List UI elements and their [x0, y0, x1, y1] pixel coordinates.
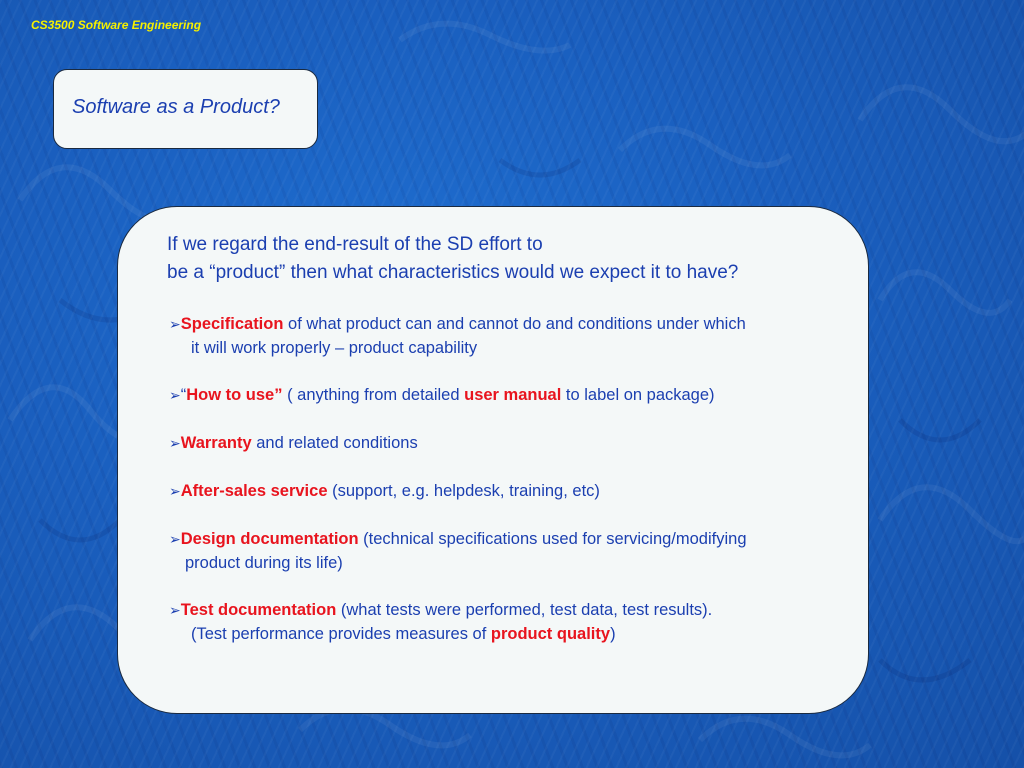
arrow-bullet-icon: ➢ — [169, 483, 181, 499]
item-keyword: Design documentation — [180, 530, 359, 548]
list-item-specification — [169, 312, 746, 360]
intro-line-1: If we regard the end-result of the SD effort to — [167, 234, 543, 255]
item-open-quote: “ — [180, 386, 187, 404]
item-continuation — [169, 622, 712, 646]
item-continuation-text: (Test performance provides measures of — [191, 625, 491, 643]
item-text-2: to label on package) — [561, 386, 715, 404]
item-keyword-2: user manual — [464, 386, 562, 404]
item-text: and related conditions — [251, 434, 418, 452]
item-keyword: After-sales service — [180, 482, 328, 500]
title-box — [53, 69, 318, 149]
course-header: CS3500 Software Engineering — [31, 18, 202, 32]
item-keyword: Test documentation — [180, 601, 337, 619]
intro-text — [167, 231, 738, 287]
item-keyword: Specification — [180, 315, 284, 333]
intro-line-2: be a “product” then what characteristics would we expect it to have? — [167, 262, 739, 283]
arrow-bullet-icon: ➢ — [169, 435, 181, 451]
arrow-bullet-icon: ➢ — [169, 602, 181, 618]
item-text: of what product can and cannot do and conditions under which — [283, 315, 746, 333]
arrow-bullet-icon: ➢ — [169, 387, 181, 403]
arrow-bullet-icon: ➢ — [169, 316, 181, 332]
list-item-warranty — [169, 431, 418, 455]
item-text: ( anything from detailed — [282, 386, 465, 404]
item-keyword: How to use” — [186, 386, 283, 404]
list-item-how-to-use — [169, 383, 715, 407]
item-text: (support, e.g. helpdesk, training, etc) — [327, 482, 600, 500]
list-item-after-sales — [169, 479, 600, 503]
list-item-test-documentation — [169, 598, 712, 646]
content-box — [117, 206, 869, 714]
item-text: (what tests were performed, test data, test results). — [336, 601, 713, 619]
item-continuation: it will work properly – product capability — [191, 339, 478, 357]
item-keyword-2: product quality — [490, 625, 611, 643]
item-continuation-end: ) — [610, 625, 616, 643]
item-keyword: Warranty — [180, 434, 252, 452]
slide-title: Software as a Product? — [72, 96, 280, 118]
item-text: (technical specifications used for servicing/modifying — [358, 530, 747, 548]
item-continuation: product during its life) — [185, 554, 343, 572]
list-item-design-documentation — [169, 527, 747, 575]
arrow-bullet-icon: ➢ — [169, 531, 181, 547]
